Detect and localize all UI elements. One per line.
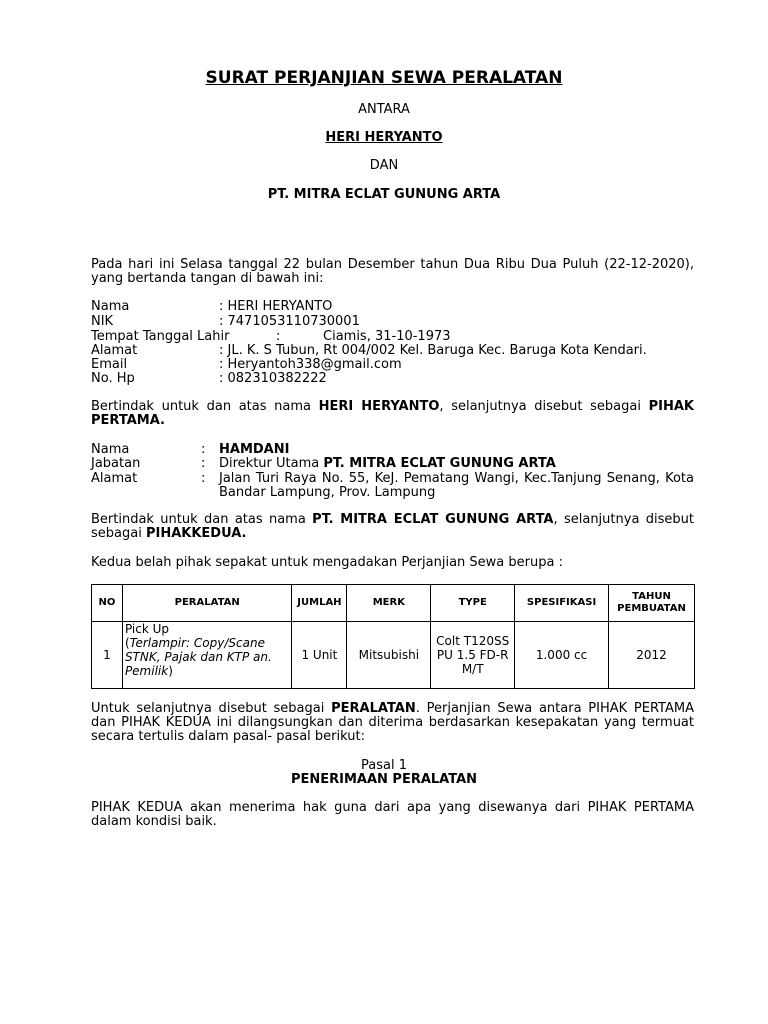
field-label-nik: NIK (91, 314, 114, 329)
field-label-ttl: Tempat Tanggal Lahir (91, 329, 230, 344)
item-name: Pick Up (124, 622, 170, 636)
statement-name: HERI HERYANTO (318, 399, 440, 414)
table-header-cell: SPESIFIKASI (515, 585, 609, 622)
field-colon-ttl: : (276, 329, 281, 344)
table-row (92, 622, 695, 689)
field-value-nik: : 7471053110730001 (219, 314, 360, 329)
statement-text: , selanjutnya disebut sebagai (439, 399, 649, 414)
article-body: PIHAK KEDUA akan menerima hak guna dari apa yang disewanya dari PIHAK PERTAMA dalam kondisi baik. (91, 800, 694, 829)
party2-label-alamat: Alamat (91, 471, 138, 486)
and-label: DAN (369, 158, 399, 173)
table-header-cell: PERALATAN (122, 585, 292, 622)
item-note: Terlampir: Copy/Scane STNK, Pajak dan KTP an. Pemilik (124, 636, 272, 678)
table-header-cell: MERK (347, 585, 431, 622)
cell-tahun: 2012 (609, 622, 695, 689)
field-label-alamat: Alamat (91, 343, 138, 358)
party2-colon: : (201, 442, 206, 457)
party2-colon: : (201, 456, 206, 471)
table-header-cell: TYPE (431, 585, 515, 622)
between-label: ANTARA (358, 102, 410, 117)
party2-colon: : (201, 471, 206, 486)
statement-text: Bertindak untuk dan atas nama (91, 399, 319, 414)
field-value-alamat: : JL. K. S Tubun, Rt 004/002 Kel. Baruga Kec. Baruga Kota Kendari. (219, 343, 647, 358)
statement-role: PIHAKKEDUA. (145, 526, 247, 541)
paragraph-term: PERALATAN (331, 701, 416, 716)
cell-spesifikasi: 1.000 cc (515, 622, 609, 689)
after-table-paragraph (91, 702, 694, 744)
cell-type: Colt T120SS PU 1.5 FD-R M/T (431, 622, 515, 689)
table-header-cell: NO (92, 585, 123, 622)
party2-value-alamat: Jalan Turi Raya No. 55, KeJ. Pematang Wangi, Kec.Tanjung Senang, Kota Bandar Lampung, Prov. Lampung (219, 471, 694, 500)
position-text: Direktur Utama (219, 456, 324, 471)
cell-no: 1 (92, 622, 123, 689)
party-two-name: PT. MITRA ECLAT GUNUNG ARTA (267, 187, 501, 202)
item-note-paren: ( (124, 636, 130, 650)
document-title: SURAT PERJANJIAN SEWA PERALATAN (205, 68, 563, 88)
field-value-email: : Heryantoh338@gmail.com (219, 357, 402, 372)
cell-merk: Mitsubishi (347, 622, 431, 689)
statement-text: , selanjutnya disebut sebagai (91, 512, 694, 541)
item-note-paren: ) (168, 664, 173, 678)
article-number: Pasal 1 (361, 758, 407, 773)
equipment-table (91, 584, 695, 689)
table-header-cell: JUMLAH (292, 585, 347, 622)
field-value-ttl: Ciamis, 31-10-1973 (323, 329, 451, 344)
party-one-statement (91, 400, 694, 428)
field-label-hp: No. Hp (91, 371, 135, 386)
statement-name: PT. MITRA ECLAT GUNUNG ARTA (312, 512, 554, 527)
article-title: PENERIMAAN PERALATAN (290, 772, 478, 787)
statement-role: PIHAK PERTAMA. (91, 399, 695, 428)
cell-jumlah: 1 Unit (292, 622, 347, 689)
party-two-statement (91, 513, 694, 541)
statement-text: Bertindak untuk dan atas nama (91, 512, 313, 527)
intro-paragraph: Pada hari ini Selasa tanggal 22 bulan Desember tahun Dua Ribu Dua Puluh (22-12-2020), yang bertanda tangan di bawah ini: (91, 257, 694, 286)
paragraph-text: Untuk selanjutnya disebut sebagai (91, 701, 332, 716)
agreement-intro: Kedua belah pihak sepakat untuk mengadakan Perjanjian Sewa berupa : (91, 555, 563, 570)
party2-value-nama: HAMDANI (219, 442, 290, 457)
field-label-email: Email (91, 357, 128, 372)
field-label-nama: Nama (91, 299, 130, 314)
party2-label-jabatan: Jabatan (91, 456, 141, 471)
party2-label-nama: Nama (91, 442, 130, 457)
field-value-nama: : HERI HERYANTO (219, 299, 333, 314)
table-header-row (92, 585, 695, 622)
party2-value-jabatan (219, 457, 556, 471)
field-value-hp: : 082310382222 (219, 371, 327, 386)
table-header-cell: TAHUN PEMBUATAN (609, 585, 695, 622)
cell-peralatan (122, 622, 292, 689)
position-company: PT. MITRA ECLAT GUNUNG ARTA (323, 456, 556, 471)
party-one-name: HERI HERYANTO (325, 130, 443, 145)
paragraph-text: . Perjanjian Sewa antara PIHAK PERTAMA dan PIHAK KEDUA ini dilangsungkan dan diterima berdasarkan kesepakatan yang termuat secara tertulis dalam pasal- pasal berikut: (91, 701, 694, 744)
